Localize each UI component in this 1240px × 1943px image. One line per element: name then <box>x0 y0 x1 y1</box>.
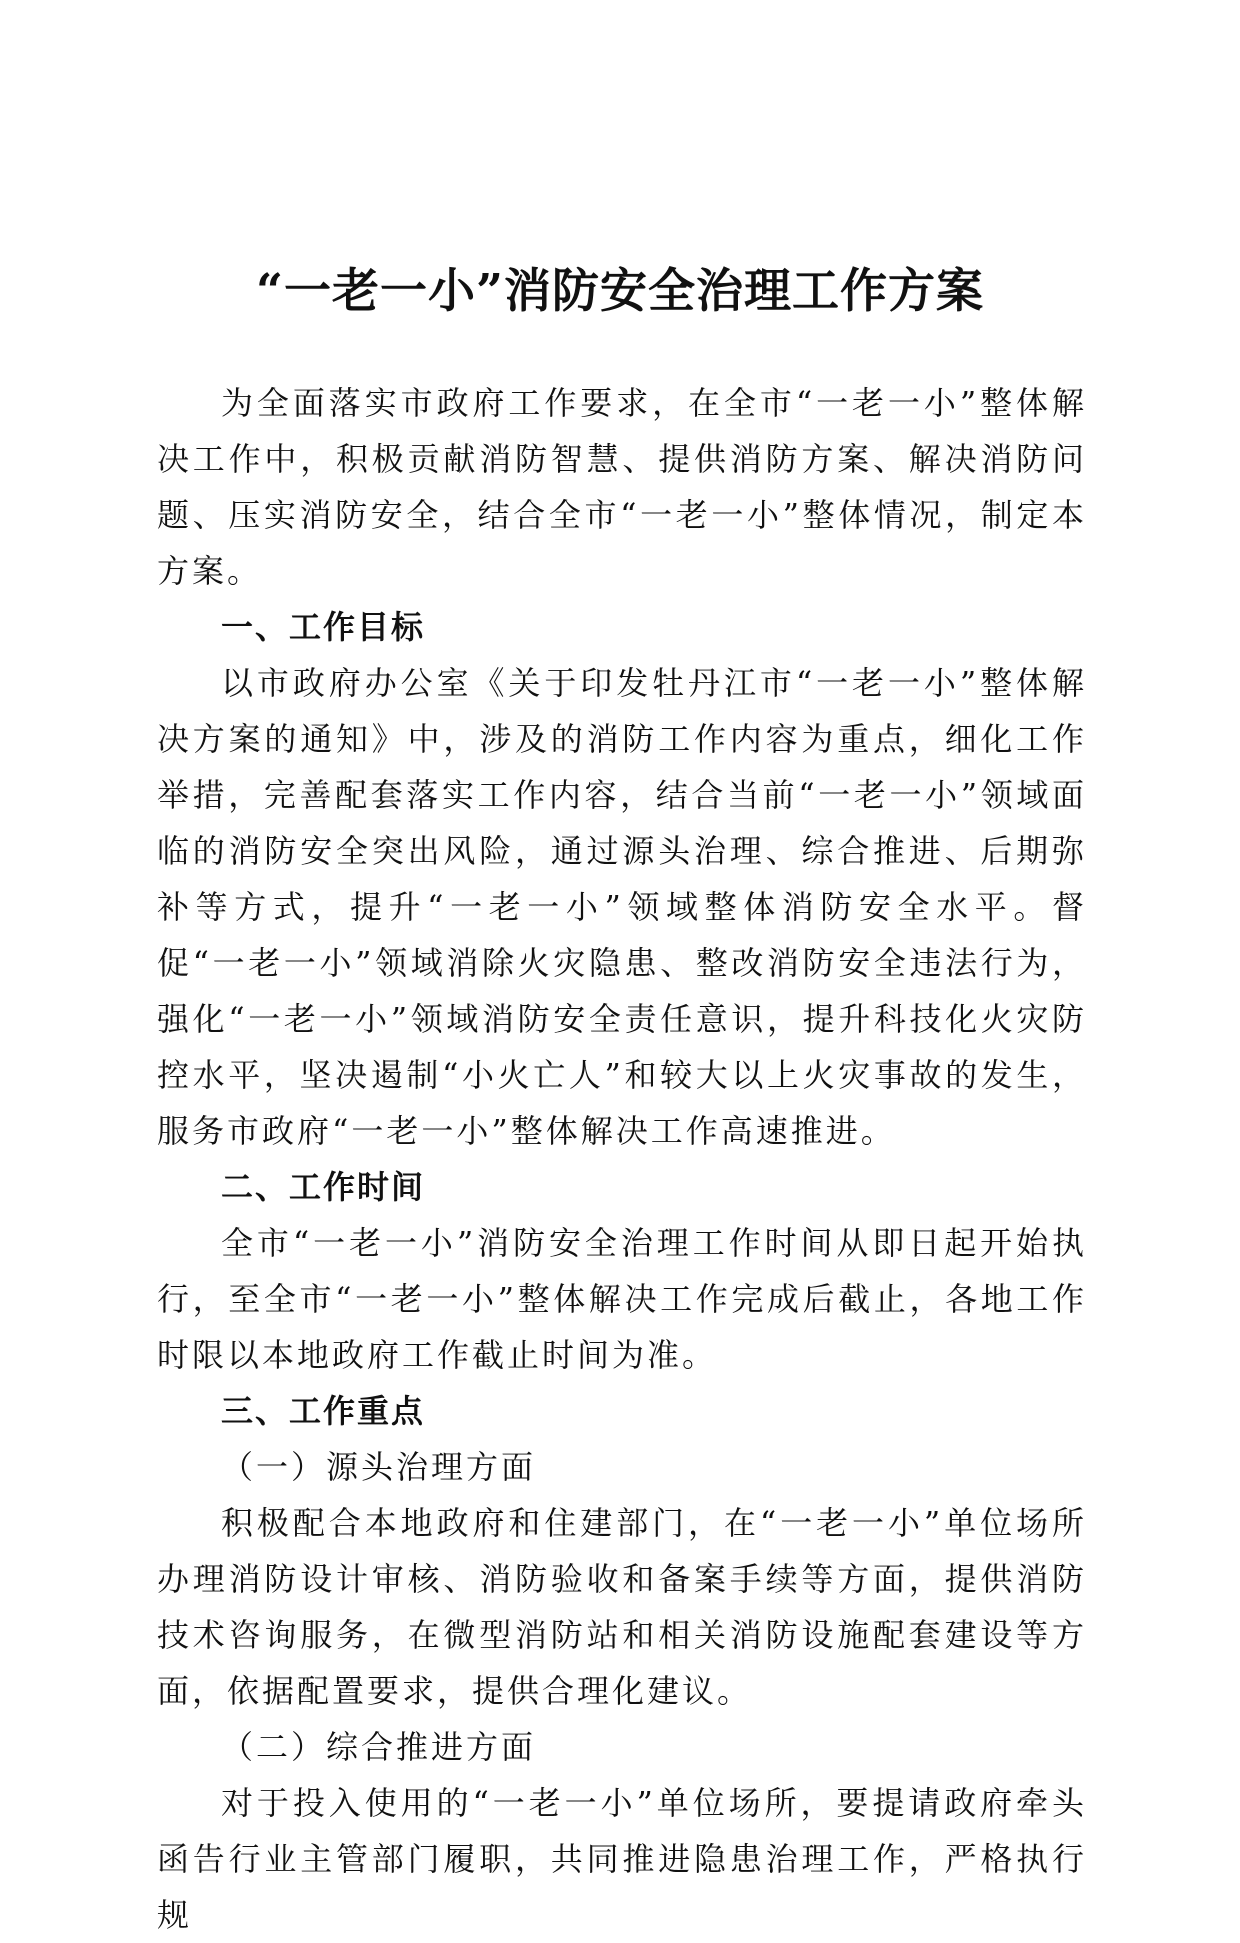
comprehensive-promotion-paragraph: 对于投入使用的“一老一小”单位场所，要提请政府牵头函告行业主管部门履职，共同推进隐患治理工作，严格执行规 <box>157 1784 1087 1934</box>
time-paragraph: 全市“一老一小”消防安全治理工作时间从即日起开始执行，至全市“一老一小”整体解决工作完成后截止，各地工作时限以本地政府工作截止时间为准。 <box>157 1224 1087 1374</box>
intro-paragraph: 为全面落实市政府工作要求，在全市“一老一小”整体解决工作中，积极贡献消防智慧、提供消防方案、解决消防问题、压实消防安全，结合全市“一老一小”整体情况，制定本方案。 <box>157 384 1087 590</box>
section-heading-goals: 一、工作目标 <box>221 608 426 646</box>
subheading-comprehensive-promotion: （二）综合推进方面 <box>221 1728 537 1766</box>
section-heading-focus: 三、工作重点 <box>221 1392 426 1430</box>
source-governance-paragraph: 积极配合本地政府和住建部门，在“一老一小”单位场所办理消防设计审核、消防验收和备案手续等方面，提供消防技术咨询服务，在微型消防站和相关消防设施配套建设等方面，依据配置要求，提供合理化建议。 <box>157 1504 1087 1710</box>
goals-paragraph: 以市政府办公室《关于印发牡丹江市“一老一小”整体解决方案的通知》中，涉及的消防工作内容为重点，细化工作举措，完善配套落实工作内容，结合当前“一老一小”领域面临的消防安全突出风险，通过源头治理、综合推进、后期弥补等方式，提升“一老一小”领域整体消防安全水平。督促“一老一小”领域消除火灾隐患、整改消防安全违法行为，强化“一老一小”领域消防安全责任意识，提升科技化火灾防控水平，坚决遏制“小火亡人”和较大以上火灾事故的发生，服务市政府“一老一小”整体解决工作高速推进。 <box>157 664 1087 1150</box>
document-title: “一老一小”消防安全治理工作方案 <box>255 264 985 319</box>
subheading-source-governance: （一）源头治理方面 <box>221 1448 537 1486</box>
section-heading-time: 二、工作时间 <box>221 1168 426 1206</box>
document-body <box>157 375 1087 1943</box>
